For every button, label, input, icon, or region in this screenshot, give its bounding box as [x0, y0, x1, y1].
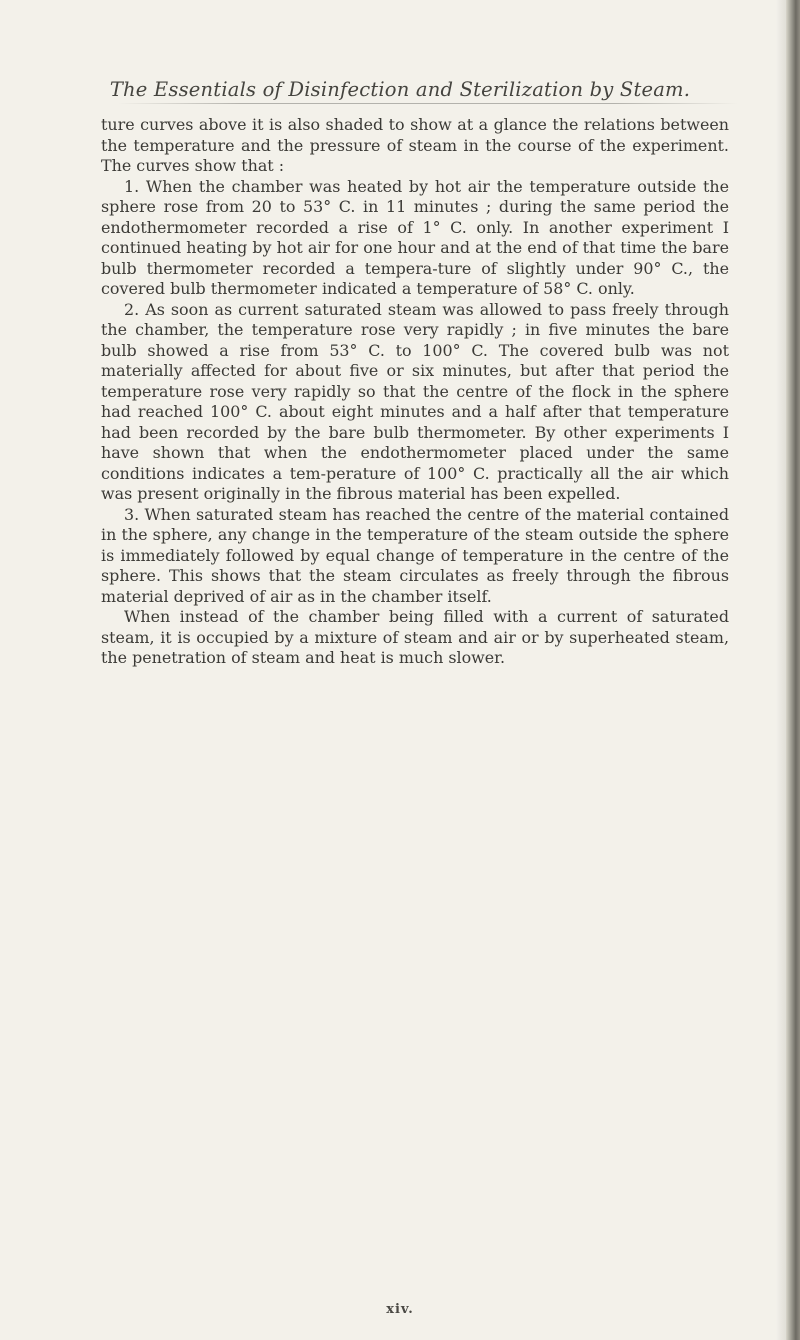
page-number: xiv.	[386, 1302, 414, 1317]
paragraph-point-3: 3. When saturated steam has reached the centre of the material contained in the sphere, any change in the temperature of the steam outside the sphere is immediately followed by equal change of temperature in the centre of the sphere. This shows that the steam circulates as freely through the fibrous material deprived of air as in the chamber itself.	[101, 504, 729, 606]
paragraph-closing: When instead of the chamber being filled with a current of saturated steam, it is occupied by a mixture of steam and air or by superheated steam, the penetration of steam and heat is much slower.	[101, 607, 729, 667]
paragraph-point-1: 1. When the chamber was heated by hot air the temperature outside the sphere rose from 20 to 53° C. in 11 minutes ; during the same period the endothermometer recorded a rise of 1° C. only. In another experiment I continued heating by hot air for one hour and at the end of that time the bare bulb thermometer recorded a tempera-ture of slightly under 90° C., the covered bulb thermometer indicated a temperature of 58° C. only.	[101, 176, 729, 298]
page-edge	[786, 0, 800, 1340]
body-text	[101, 115, 729, 669]
paragraph-point-2: 2. As soon as current saturated steam was allowed to pass freely through the chamber, the temperature rose very rapidly ; in five minutes the bare bulb showed a rise from 53° C. to 100° C. The covered bulb was not materially affected for about five or six minutes, but after that period the temperature rose very rapidly so that the centre of the flock in the sphere had reached 100° C. about eight minutes and a half after that temperature had been recorded by the bare bulb thermometer. By other experiments I have shown that when the endothermometer placed under the same conditions indicates a tem-perature of 100° C. practically all the air which was present originally in the fibrous material has been expelled.	[101, 299, 729, 503]
page-edge-shadow	[776, 0, 786, 1340]
running-head: The Essentials of Disinfection and Sterilization by Steam.	[109, 78, 691, 101]
header-rule	[118, 103, 738, 104]
paragraph-continuation: ture curves above it is also shaded to show at a glance the relations between the temperature and the pressure of steam in the course of the experiment. The curves show that :	[101, 115, 729, 175]
